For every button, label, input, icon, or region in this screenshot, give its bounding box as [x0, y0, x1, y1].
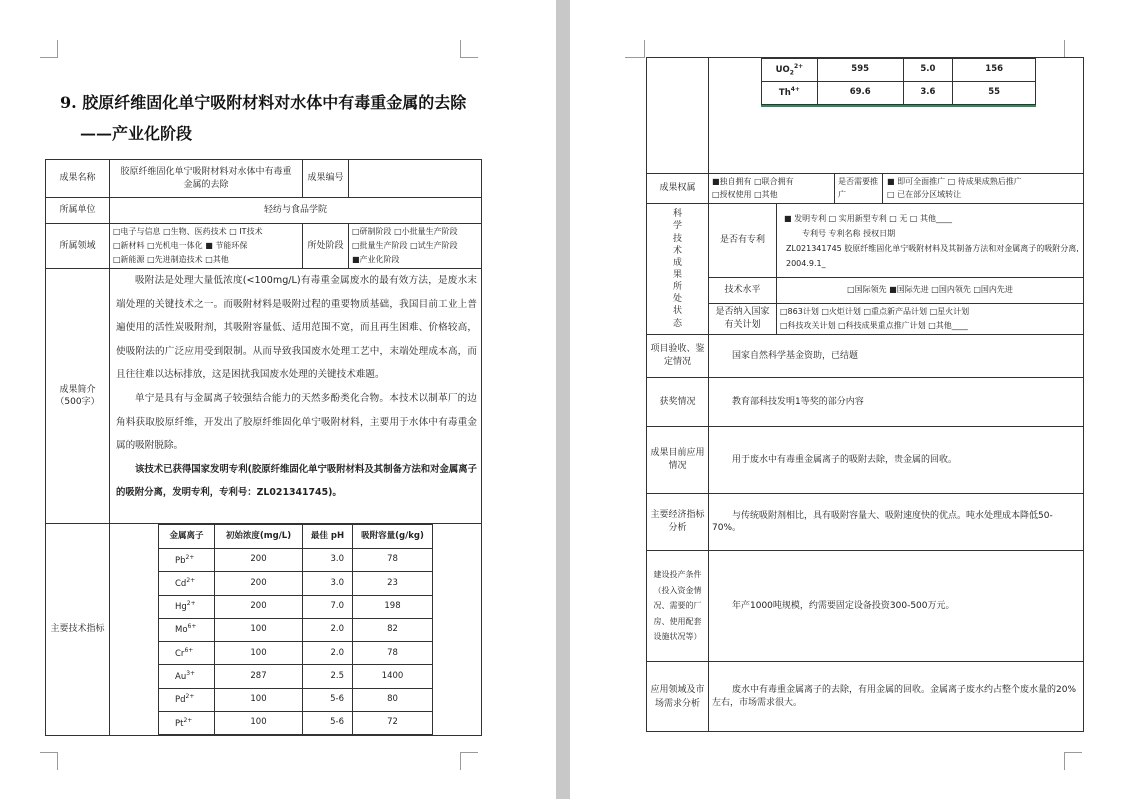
ph-cell: 5.0 — [903, 59, 953, 82]
margin-mark — [1064, 752, 1082, 770]
ph-cell: 5-6 — [303, 688, 353, 711]
field-options — [110, 224, 303, 269]
field-opt[interactable]: □新能源 — [113, 255, 145, 264]
document-page-right — [570, 0, 1132, 799]
econ-value: 与传统吸附剂相比，具有吸附容量大、吸附速度快的优点。吨水处理成本降低50-70%。 — [709, 494, 1084, 551]
margin-mark — [460, 752, 478, 770]
margin-mark — [1064, 40, 1082, 58]
econ-label: 主要经济指标分析 — [647, 494, 709, 551]
achievement-form-table-continued — [646, 57, 1084, 732]
metal-table — [158, 524, 433, 735]
document-page-left — [0, 0, 556, 799]
field-opt[interactable]: □其他 — [205, 255, 229, 264]
ph-cell: 2.0 — [303, 618, 353, 641]
stage-options — [349, 224, 482, 269]
table-row — [159, 665, 433, 688]
ion-cell: $Pb^{2+}$ — [159, 549, 215, 572]
code-value — [349, 160, 482, 198]
cont-cell — [709, 58, 1084, 174]
stage-opt[interactable]: ■产业化阶段 — [352, 255, 400, 264]
intro-text — [110, 269, 482, 524]
unit-label: 所属单位 — [46, 198, 110, 224]
code-label: 成果编号 — [303, 160, 349, 198]
field-opt[interactable]: □生物、医药技术 — [163, 227, 227, 236]
field-opt[interactable]: □新材料 — [113, 241, 145, 250]
intro-label-cell — [46, 269, 110, 524]
table-bottom-rule — [761, 105, 1036, 107]
intro-sublabel: （500字） — [55, 397, 100, 407]
table-row — [159, 712, 433, 735]
page-gap — [556, 0, 570, 799]
stage-opt[interactable]: □试生产阶段 — [410, 241, 458, 250]
ph-cell: 3.6 — [903, 82, 953, 105]
intro-paragraph-bold: 该技术已获得国家发明专利(胶原纤维固化单宁吸附材料及其制备方法和对金属离子的吸附分离，发明专利，专利号：ZL021341745)。 — [116, 463, 477, 499]
ion-cell: $Hg^{2+}$ — [159, 595, 215, 618]
ion-cell: $Cr^{6+}$ — [159, 642, 215, 665]
ion-cell: $Pd^{2+}$ — [159, 688, 215, 711]
capacity-cell: 23 — [353, 572, 433, 595]
table-row — [159, 549, 433, 572]
level-options[interactable]: □国际领先 ■国际先进 □国内领先 □国内先进 — [777, 278, 1084, 304]
table-row — [762, 59, 1036, 82]
promo-opt[interactable]: ■ 即可全面推广 □ 待成果成熟后推广 — [887, 177, 1022, 186]
conc-cell: 100 — [215, 712, 303, 735]
field-label: 所属领域 — [46, 224, 110, 269]
ion-cell: $Mo^{6+}$ — [159, 618, 215, 641]
intro-label: 成果简介 — [59, 384, 96, 395]
table-row — [159, 642, 433, 665]
ph-cell: 3.0 — [303, 549, 353, 572]
achievement-form-table — [45, 159, 482, 736]
blank-cell — [647, 58, 709, 174]
margin-mark — [460, 40, 478, 58]
intro-paragraph: 单宁是具有与金属离子较强结合能力的天然多酚类化合物。本技术以制革厂的边角料获取胶原纤维，开发出了胶原纤维固化单宁吸附材料，主要用于水体中有毒重金属的吸附脱除。 — [116, 392, 477, 452]
conc-cell: 595 — [817, 59, 903, 82]
capacity-cell: 82 — [353, 618, 433, 641]
ownership-cell — [709, 174, 1084, 204]
tech-label: 主要技术指标 — [46, 524, 110, 736]
metal-table-header — [159, 525, 433, 549]
ph-cell: 7.0 — [303, 595, 353, 618]
conc-cell: 69.6 — [817, 82, 903, 105]
award-label: 获奖情况 — [647, 378, 709, 427]
ph-cell: 3.0 — [303, 572, 353, 595]
accept-label: 项目验收、鉴定情况 — [647, 335, 709, 378]
metal-table-continued — [761, 58, 1036, 105]
name-value: 胶原纤维固化单宁吸附材料对水体中有毒重金属的去除 — [110, 160, 303, 198]
capacity-cell: 1400 — [353, 665, 433, 688]
table-row — [762, 82, 1036, 105]
capacity-cell: 78 — [353, 642, 433, 665]
conc-cell: 100 — [215, 642, 303, 665]
ownership-opt[interactable]: ■独自拥有 □联合拥有 — [712, 177, 794, 186]
conc-cell: 287 — [215, 665, 303, 688]
award-value: 教育部科技发明1等奖的部分内容 — [709, 378, 1084, 427]
field-opt[interactable]: □先进制造技术 — [147, 255, 203, 264]
margin-mark — [40, 40, 58, 58]
field-opt[interactable]: □ IT技术 — [229, 227, 263, 236]
build-label: 建设投产条件（投入资金情况、需要的厂房、使用配套设施状况等） — [647, 551, 709, 662]
capacity-cell: 198 — [353, 595, 433, 618]
build-value: 年产1000吨规模，约需要固定设备投资300-500万元。 — [709, 551, 1084, 662]
ownership-options — [709, 174, 835, 203]
promo-label: 是否需要推广 — [835, 174, 883, 203]
plan-label: 是否纳入国家有关计划 — [709, 304, 777, 335]
margin-mark — [40, 752, 58, 770]
field-opt[interactable]: □电子与信息 — [113, 227, 161, 236]
ownership-opt[interactable]: □授权使用 □其他 — [712, 190, 778, 199]
sci-status-text: 科 学 技 术 成 果 所 处 状 态 — [672, 209, 682, 329]
capacity-cell: 156 — [953, 59, 1036, 82]
conc-cell: 100 — [215, 688, 303, 711]
col-header: 初始浓度(mg/L) — [215, 525, 303, 549]
col-header: 最佳 pH — [303, 525, 353, 549]
ion-cell: $Au^{3+}$ — [159, 665, 215, 688]
patent-label: 是否有专利 — [709, 204, 777, 278]
level-label: 技术水平 — [709, 278, 777, 304]
ownership-label: 成果权属 — [647, 174, 709, 204]
promo-opt[interactable]: □ 已在部分区域转让 — [887, 190, 962, 199]
plan-opt[interactable]: □科技攻关计划 □科技成果重点推广计划 □其他____ — [780, 321, 968, 330]
stage-opt[interactable]: □小批量生产阶段 — [394, 227, 458, 236]
capacity-cell: 80 — [353, 688, 433, 711]
col-header: 吸附容量(g/kg) — [353, 525, 433, 549]
patent-info: ZL021341745 胶原纤维固化单宁吸附材料及其制备方法和对金属离子的吸附分离, 2004.9.1_ — [786, 243, 1079, 268]
sci-status-label — [647, 204, 709, 335]
ph-cell: 2.5 — [303, 665, 353, 688]
doc-title: 9. 胶原纤维固化单宁吸附材料对水体中有毒重金属的去除 — [60, 93, 467, 112]
field-opt[interactable]: ■ 节能环保 — [205, 241, 248, 250]
app-value: 用于废水中有毒重金属离子的吸附去除，贵金属的回收。 — [709, 427, 1084, 494]
plan-options — [777, 304, 1084, 335]
tech-cell — [110, 524, 482, 736]
table-row — [159, 688, 433, 711]
stage-opt[interactable]: □批量生产阶段 — [352, 241, 408, 250]
patent-options[interactable]: ■ 发明专利 □ 实用新型专利 □ 无 □ 其他____ — [784, 213, 953, 223]
doc-subtitle: ——产业化阶段 — [80, 124, 193, 143]
capacity-cell: 72 — [353, 712, 433, 735]
app-label: 成果目前应用情况 — [647, 427, 709, 494]
conc-cell: 200 — [215, 549, 303, 572]
intro-paragraph: 吸附法是处理大量低浓度(<100mg/L)有毒重金属废水的最有效方法，是废水末端处理的关键技术之一。而吸附材料是吸附过程的重要物质基础，我国目前工业上普遍使用的活性炭吸附剂，其吸附容量低、适用范围不宽，而且再生困难、价格较高，使吸附法的广泛应用受到限制。从而导致我国废水处理工艺中，末端处理成本高，而且往往难以达标排放，这是困扰我国废水处理的关键技术难题。 — [116, 275, 477, 381]
field-opt[interactable]: □光机电一体化 — [147, 241, 203, 250]
capacity-cell: 55 — [953, 82, 1036, 105]
table-row — [159, 595, 433, 618]
ion-cell: $UO_2^{2+}$ — [762, 59, 818, 82]
ph-cell: 5-6 — [303, 712, 353, 735]
plan-opt[interactable]: □863计划 □火炬计划 □重点新产品计划 □星火计划 — [780, 307, 970, 316]
stage-opt[interactable]: □研制阶段 — [352, 227, 392, 236]
margin-mark — [625, 40, 645, 58]
accept-value: 国家自然科学基金资助，已结题 — [709, 335, 1084, 378]
col-header: 金属离子 — [159, 525, 215, 549]
patent-cell — [777, 204, 1084, 278]
conc-cell: 100 — [215, 618, 303, 641]
market-value: 废水中有毒重金属离子的去除，有用金属的回收。金属离子废水约占整个废水量的20%左右，市场需求很大。 — [709, 662, 1084, 732]
ion-cell: $Cd^{2+}$ — [159, 572, 215, 595]
name-label: 成果名称 — [46, 160, 110, 198]
ion-cell: $Th^{4+}$ — [762, 82, 818, 105]
promo-options — [883, 174, 1083, 203]
conc-cell: 200 — [215, 572, 303, 595]
capacity-cell: 78 — [353, 549, 433, 572]
table-row — [159, 618, 433, 641]
ph-cell: 2.0 — [303, 642, 353, 665]
conc-cell: 200 — [215, 595, 303, 618]
stage-label: 所处阶段 — [303, 224, 349, 269]
ion-cell: $Pt^{2+}$ — [159, 712, 215, 735]
market-label: 应用领域及市场需求分析 — [647, 662, 709, 732]
unit-value: 轻纺与食品学院 — [110, 198, 482, 224]
patent-header: 专利号 专利名称 授权日期 — [802, 228, 896, 238]
table-row — [159, 572, 433, 595]
